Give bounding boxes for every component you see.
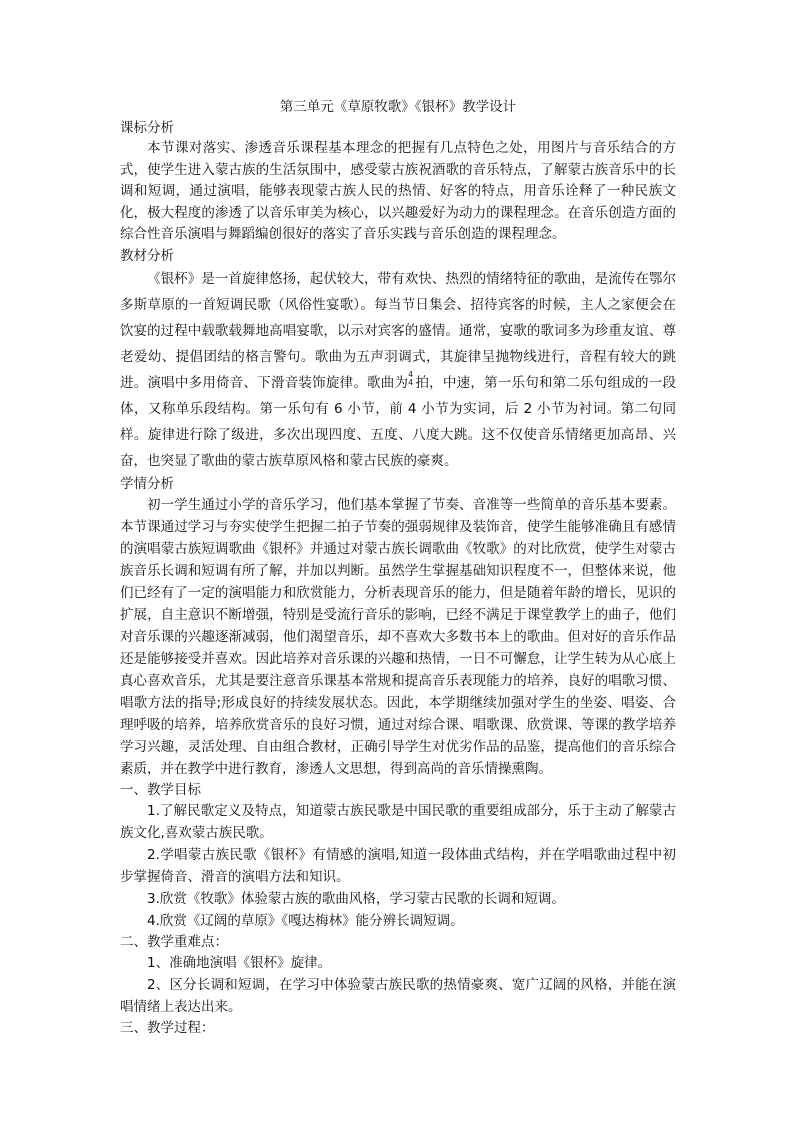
student-paragraph: 初一学生通过小学的音乐学习，他们基本掌握了节奏、音准等一些简单的音乐基本要素。本节课通过学习与夯实使学生把握二拍子节奏的强弱规律及装饰音，使学生能够准确且有感情的演唱蒙古族短调歌曲《银杯》并通过对蒙古族长调歌曲《牧歌》的对比欣赏，使学生对蒙古族音乐长调和短调有所了解，并加以判断。虽然学生掌握基础知识程度不一，但整体来说，他们已经有了一定的演唱能力和欣赏能力，分析表现音乐的能力，但是随着年龄的增长，见识的扩展，自主意识不断增强，特别是受流行音乐的影响，已经不满足于课堂教学上的曲子，他们对音乐课的兴趣逐渐减弱，他们渴望音乐，却不喜欢大多数书本上的歌曲。但对好的音乐作品还是能够接受并喜欢。因此培养对音乐课的兴趣和热情，一日不可懈怠，让学生转为从心底上真心喜欢音乐，尤其是要注意音乐课基本常规和提高音乐表现能力的培养，良好的唱歌习惯、唱歌方法的指导;形成良好的持续发展状态。因此，本学期继续加强对学生的坐姿、唱姿、合理呼吸的培养，培养欣赏音乐的良好习惯，通过对综合课、唱歌课、欣赏课、等课的教学培养学习兴趣，灵活处理、自由组合教材，正确引导学生对优劣作品的品鉴，提高他们的音乐综合素质，并在教学中进行教育，渗透人文思想，得到高尚的音乐情操熏陶。 [120,496,676,777]
goals-heading: 一、教学目标 [120,781,201,798]
time-signature [408,369,415,388]
goal-item: 1.了解民歌定义及特点，知道蒙古族民歌是中国民歌的重要组成部分，乐于主动了解蒙古族文化,喜欢蒙古族民歌。 [120,802,676,841]
time-signature-bottom: 4 [408,377,414,387]
material-heading: 教材分析 [120,247,174,264]
key-points-heading: 二、教学重难点： [120,933,228,950]
curriculum-heading: 课标分析 [120,120,174,136]
process-heading: 三、教学过程： [120,1019,215,1036]
goal-item: 3.欣赏《牧歌》体验蒙古族的歌曲风格，学习蒙古民歌的长调和短调。 [147,890,565,907]
key-point-item: 2、区分长调和短调，在学习中体验蒙古族民歌的热情豪爽、宽广辽阔的风格，并能在演唱情绪上表达出来。 [120,976,676,1015]
material-paragraph [120,266,676,474]
material-text-part-1: 《银杯》是一首旋律悠扬，起伏较大，带有欢快、热烈的情绪特征的歌曲，是流传在鄂尔多斯草原的一首短调民歌（风俗性宴歌）。每当节日集会、招待宾客的时候，主人之家便会在饮宴的过程中载歌载舞地高唱宴歌，以示对宾客的盛情。通常，宴歌的歌词多为珍重友谊、尊老爱幼、提倡团结的格言警句。歌曲为五声羽调式，其旋律呈抛物线进行，音程有较大的跳进。演唱中多用倚音、下滑音装饰旋律。歌曲为 [120,270,676,391]
student-heading: 学情分析 [120,475,174,492]
document-page [120,98,676,1038]
goal-item: 4.欣赏《辽阔的草原》《嘎达梅林》能分辨长调短调。 [147,912,464,929]
document-title: 第三单元《草原牧歌》《银杯》教学设计 [279,99,517,115]
time-signature-top: 4 [408,369,414,379]
key-point-item: 1、准确地演唱《银杯》旋律。 [147,954,332,971]
curriculum-paragraph: 本节课对落实、渗透音乐课程基本理念的把握有几点特色之处，用图片与音乐结合的方式，使学生进入蒙古族的生活氛围中，感受蒙古族祝酒歌的音乐特点，了解蒙古族音乐中的长调和短调，通过演唱，能够表现蒙古族人民的热情、好客的特点，用音乐诠释了一种民族文化，极大程度的渗透了以音乐审美为核心，以兴趣爱好为动力的课程理念。在音乐创造方面的综合性音乐演唱与舞蹈编创很好的落实了音乐实践与音乐创造的课程理念。 [120,140,676,242]
goal-item: 2.学唱蒙古族民歌《银杯》有情感的演唱,知道一段体曲式结构，并在学唱歌曲过程中初步掌握倚音、滑音的演唱方法和知识。 [120,846,676,885]
material-text-part-2: 拍，中速，第一乐句和第二乐句组成的一段体，又称单乐段结构。第一乐句有 6 小节，前 4 小节为实词，后 2 小节为衬词。第二句同样。旋律进行除了级进，多次出现四度、五度、八度大跳。这不仅使音乐情绪更加高昂、兴奋，也突显了歌曲的蒙古族草原风格和蒙古民族的豪爽。 [120,374,677,469]
